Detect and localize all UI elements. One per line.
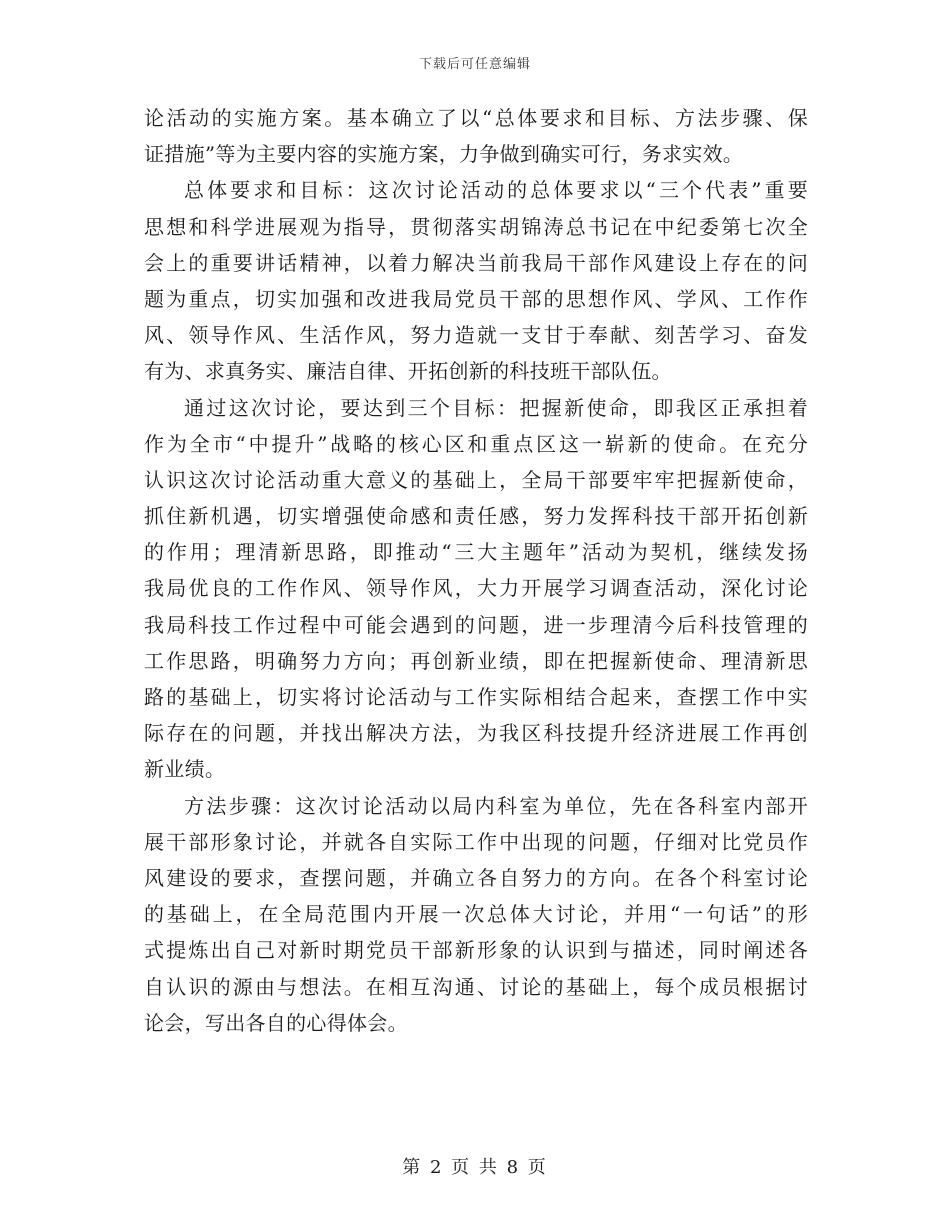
text-line: 会上的重要讲话精神，以着力解决当前我局干部作风建设上存在的问 [144,250,808,275]
text-line: 工作思路，明确努力方向；再创新业绩，即在把握新使命、理清新思 [144,648,808,673]
text-line: 论活动的实施方案。基本确立了以“总体要求和目标、方法步骤、保 [144,106,808,130]
text-line: 抓住新机遇，切实增强使命感和责任感，努力发挥科技干部开拓创新 [144,504,808,529]
text-line: 证措施”等为主要内容的实施方案，力争做到确实可行，务求实效。 [144,142,744,167]
text-line: 式提炼出自己对新时期党员干部新形象的认识到与描述，同时阐述各 [144,938,808,963]
text-line: 路的基础上，切实将讨论活动与工作实际相结合起来，查摆工作中实 [144,685,808,709]
document-body [144,100,808,1041]
text-line: 的基础上，在全局范围内开展一次总体大讨论，并用“一句话”的形 [144,902,808,927]
text-line: 作为全市“中提升”战略的核心区和重点区这一崭新的使命。在充分 [144,431,808,456]
text-line: 有为、求真务实、廉洁自律、开拓创新的科技班干部队伍。 [144,359,672,384]
text-line: 我局优良的工作作风、领导作风，大力开展学习调查活动，深化讨论 [144,576,808,601]
page-header: 下载后可任意编辑 [418,57,531,72]
text-line: 我局科技工作过程中可能会遇到的问题，进一步理清今后科技管理的 [144,612,808,637]
text-line: 题为重点，切实加强和改进我局党员干部的思想作风、学风、工作作 [144,286,808,311]
text-line: 风建设的要求，查摆问题，并确立各自努力的方向。在各个科室讨论 [144,865,808,890]
text-line: 方法步骤：这次讨论活动以局内科室为单位，先在各科室内部开 [184,793,808,818]
text-line: 通过这次讨论，要达到三个目标：把握新使命，即我区正承担着 [184,395,808,420]
page-number-footer: 第 2 页 共 8 页 [402,1157,548,1178]
text-line: 认识这次讨论活动重大意义的基础上，全局干部要牢牢把握新使命， [144,467,808,492]
text-line: 论会，写出各自的心得体会。 [144,1010,408,1035]
text-line: 的作用；理清新思路，即推动“三大主题年”活动为契机，继续发扬 [144,540,808,565]
text-line: 风、领导作风、生活作风，努力造就一支甘于奉献、刻苦学习、奋发 [144,323,808,348]
text-line: 总体要求和目标：这次讨论活动的总体要求以“三个代表”重要 [184,178,808,203]
text-line: 思想和科学进展观为指导，贯彻落实胡锦涛总书记在中纪委第七次全 [144,214,808,239]
text-line: 展干部形象讨论，并就各自实际工作中出现的问题，仔细对比党员作 [144,829,808,854]
text-line: 自认识的源由与想法。在相互沟通、讨论的基础上，每个成员根据讨 [144,974,808,999]
text-line: 际存在的问题，并找出解决方法，为我区科技提升经济进展工作再创 [144,721,808,746]
text-line: 新业绩。 [144,757,226,782]
